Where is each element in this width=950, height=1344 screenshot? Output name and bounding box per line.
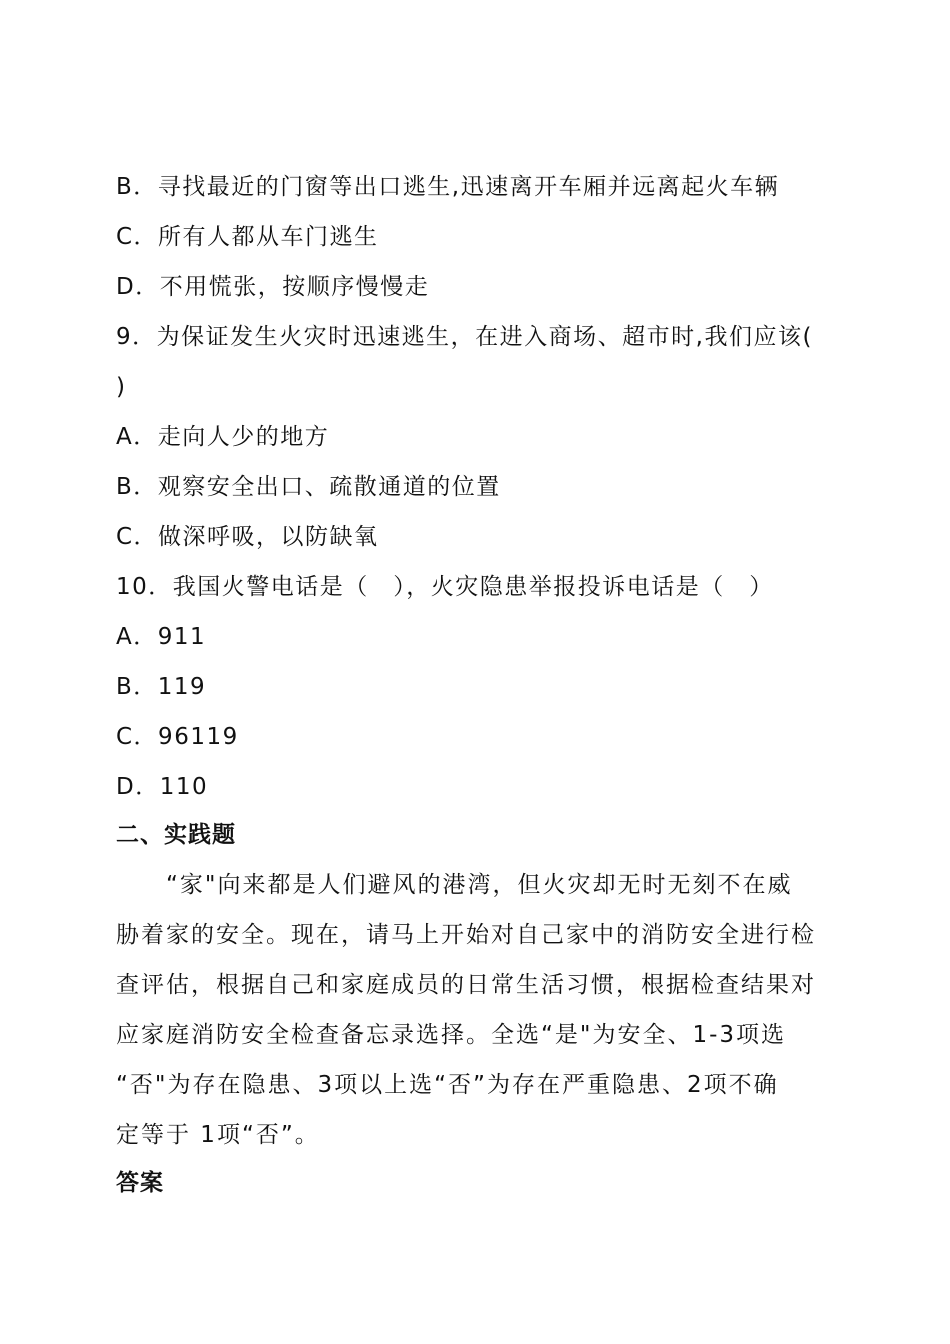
q10-stem: 10．我国火警电话是（ ），火灾隐患举报投诉电话是（ ） [116,574,774,600]
q9-option-a: A．走向人少的地方 [116,424,330,450]
q8-option-c: C．所有人都从车门逃生 [116,224,379,250]
practice-line: 胁着家的安全。现在，请马上开始对自己家中的消防安全进行检 [116,922,816,948]
q9-stem-line1: 9．为保证发生火灾时迅速逃生，在进入商场、超市时,我们应该( [116,324,813,350]
q10-option-b: B．119 [116,674,207,700]
q9-option-b: B．观察安全出口、疏散通道的位置 [116,474,501,500]
answer-heading: 答案 [116,1170,164,1196]
q10-option-d: D．110 [116,774,209,800]
q8-option-b: B．寻找最近的门窗等出口逃生,迅速离开车厢并远离起火车辆 [116,174,780,200]
practice-line: “否"为存在隐患、3项以上选“否”为存在严重隐患、2项不确 [116,1072,779,1098]
practice-line: 应家庭消防安全检查备忘录选择。全选“是"为安全、1-3项选 [116,1022,787,1048]
q10-option-c: C．96119 [116,724,239,750]
practice-line: 定等于 1项“否”。 [116,1122,320,1148]
q9-option-c: C．做深呼吸，以防缺氧 [116,524,379,550]
practice-line: 查评估，根据自己和家庭成员的日常生活习惯，根据检查结果对 [116,972,816,998]
q8-option-d: D．不用慌张，按顺序慢慢走 [116,274,430,300]
q10-option-a: A．911 [116,624,207,650]
practice-heading: 二、实践题 [116,822,236,848]
q9-stem-line2: ) [116,374,127,400]
practice-line: “家"向来都是人们避风的港湾，但火灾却无时无刻不在威 [116,872,793,898]
